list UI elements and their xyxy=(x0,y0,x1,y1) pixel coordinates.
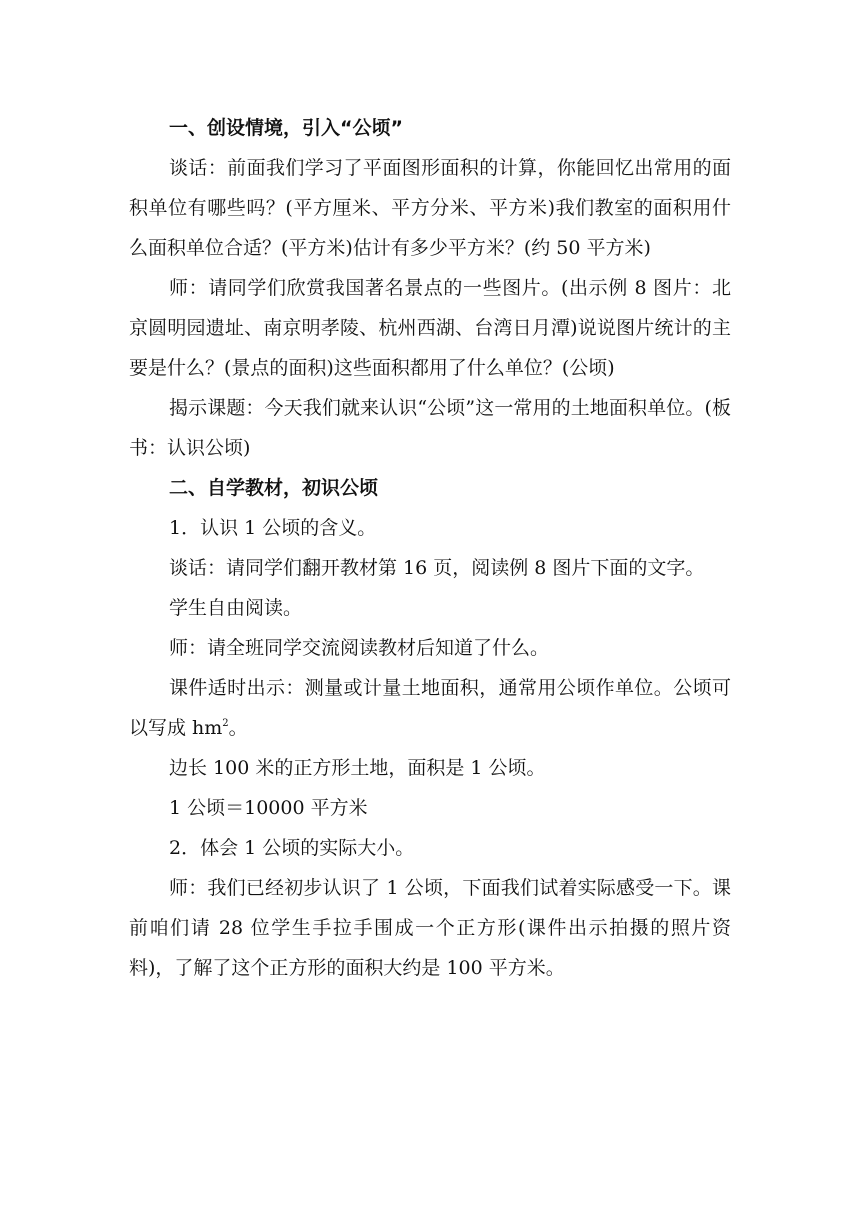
definition-text: 课件适时出示：测量或计量土地面积，通常用公顷作单位。公顷可以写成 hm xyxy=(129,677,731,739)
paragraph-courseware-definition xyxy=(129,668,731,748)
paragraph-class-exchange: 师：请全班同学交流阅读教材后知道了什么。 xyxy=(169,637,550,659)
paragraph-experience-hectare: 师：我们已经初步认识了 1 公顷，下面我们试着实际感受一下。课前咱们请 28 位学生手拉手围成一个正方形(课件出示拍摄的照片资料)，了解了这个正方形的面积大约是 100 平方米。 xyxy=(129,877,731,979)
paragraph-step-2: 2．体会 1 公顷的实际大小。 xyxy=(169,837,415,859)
definition-end: 。 xyxy=(228,717,248,739)
paragraph-scenic-pictures: 师：请同学们欣赏我国著名景点的一些图片。(出示例 8 图片：北京圆明园遗址、南京明孝陵、杭州西湖、台湾日月潭)说说图片统计的主要是什么？(景点的面积)这些面积都用了什么单位？(公顷) xyxy=(129,277,731,379)
paragraph-step-1: 1．认识 1 公顷的含义。 xyxy=(169,517,377,539)
paragraph-square-100m: 边长 100 米的正方形土地，面积是 1 公顷。 xyxy=(169,757,546,779)
superscript-2: 2 xyxy=(222,718,229,729)
section-heading-2: 二、自学教材，初识公顷 xyxy=(169,477,379,499)
paragraph-conversion: 1 公顷＝10000 平方米 xyxy=(169,797,368,819)
document-body xyxy=(129,108,731,988)
paragraph-open-textbook: 谈话：请同学们翻开教材第 16 页，阅读例 8 图片下面的文字。 xyxy=(169,557,705,579)
paragraph-reveal-topic: 揭示课题：今天我们就来认识“公顷”这一常用的土地面积单位。(板书：认识公顷) xyxy=(129,397,731,459)
section-heading-1: 一、创设情境，引入“公顷” xyxy=(169,117,403,139)
paragraph-free-reading: 学生自由阅读。 xyxy=(169,597,303,619)
paragraph-intro-talk: 谈话：前面我们学习了平面图形面积的计算，你能回忆出常用的面积单位有哪些吗？(平方厘米、平方分米、平方米)我们教室的面积用什么面积单位合适？(平方米)估计有多少平方米？(约 50 平方米) xyxy=(129,157,731,259)
